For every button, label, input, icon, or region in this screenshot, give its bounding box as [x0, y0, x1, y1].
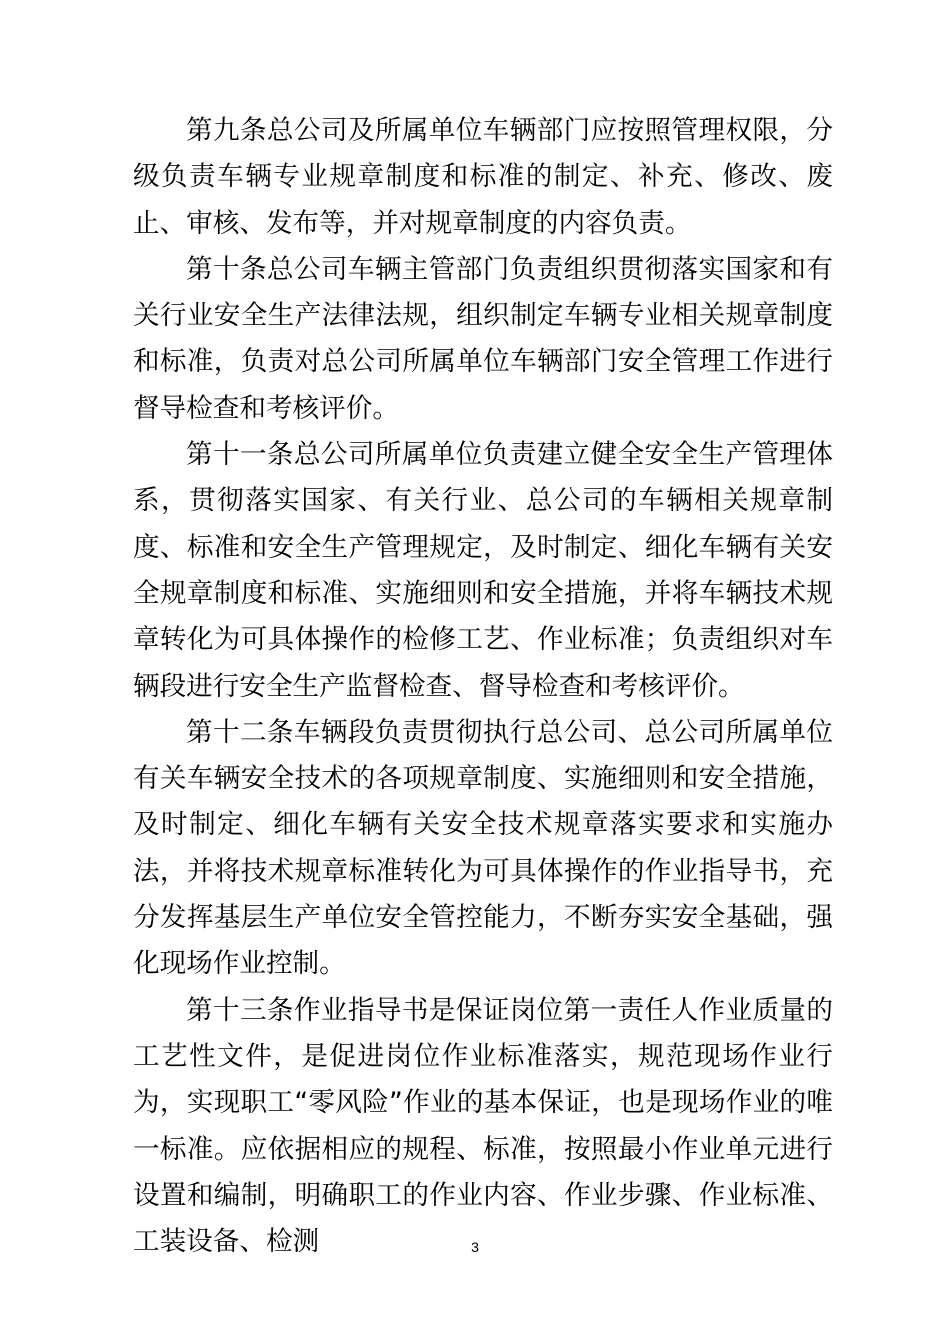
article-11-paragraph: 第十一条总公司所属单位负责建立健全安全生产管理体系，贯彻落实国家、有关行业、总公司的车辆相关规章制度、标准和安全生产管理规定，及时制定、细化车辆有关安全规章制度和标准、实施细则和安全措施，并将车辆技术规章转化为可具体操作的检修工艺、作业标准；负责组织对车辆段进行安全生产监督检查、督导检查和考核评价。 [133, 439, 833, 702]
article-9-paragraph: 第九条总公司及所属单位车辆部门应按照管理权限，分级负责车辆专业规章制度和标准的制定、补充、修改、废止、审核、发布等，并对规章制度的内容负责。 [133, 115, 833, 239]
page-number: 3 [471, 1239, 479, 1255]
article-10-paragraph: 第十条总公司车辆主管部门负责组织贯彻落实国家和有关行业安全生产法律法规，组织制定车辆专业相关规章制度和标准，负责对总公司所属单位车辆部门安全管理工作进行督导检查和考核评价。 [133, 253, 833, 424]
article-12-paragraph: 第十二条车辆段负责贯彻执行总公司、总公司所属单位有关车辆安全技术的各项规章制度、实施细则和安全措施，及时制定、细化车辆有关安全技术规章落实要求和实施办法，并将技术规章标准转化为可具体操作的作业指导书，充分发挥基层生产单位安全管控能力，不断夯实安全基础，强化现场作业控制。 [133, 716, 833, 980]
document-body [133, 108, 833, 1265]
article-13-paragraph: 第十三条作业指导书是保证岗位第一责任人作业质量的工艺性文件，是促进岗位作业标准落实，规范现场作业行为，实现职工“零风险”作业的基本保证，也是现场作业的唯一标准。应依据相应的规程、标准，按照最小作业单元进行设置和编制，明确职工的作业内容、作业步骤、作业标准、工装设备、检测 [133, 994, 833, 1258]
